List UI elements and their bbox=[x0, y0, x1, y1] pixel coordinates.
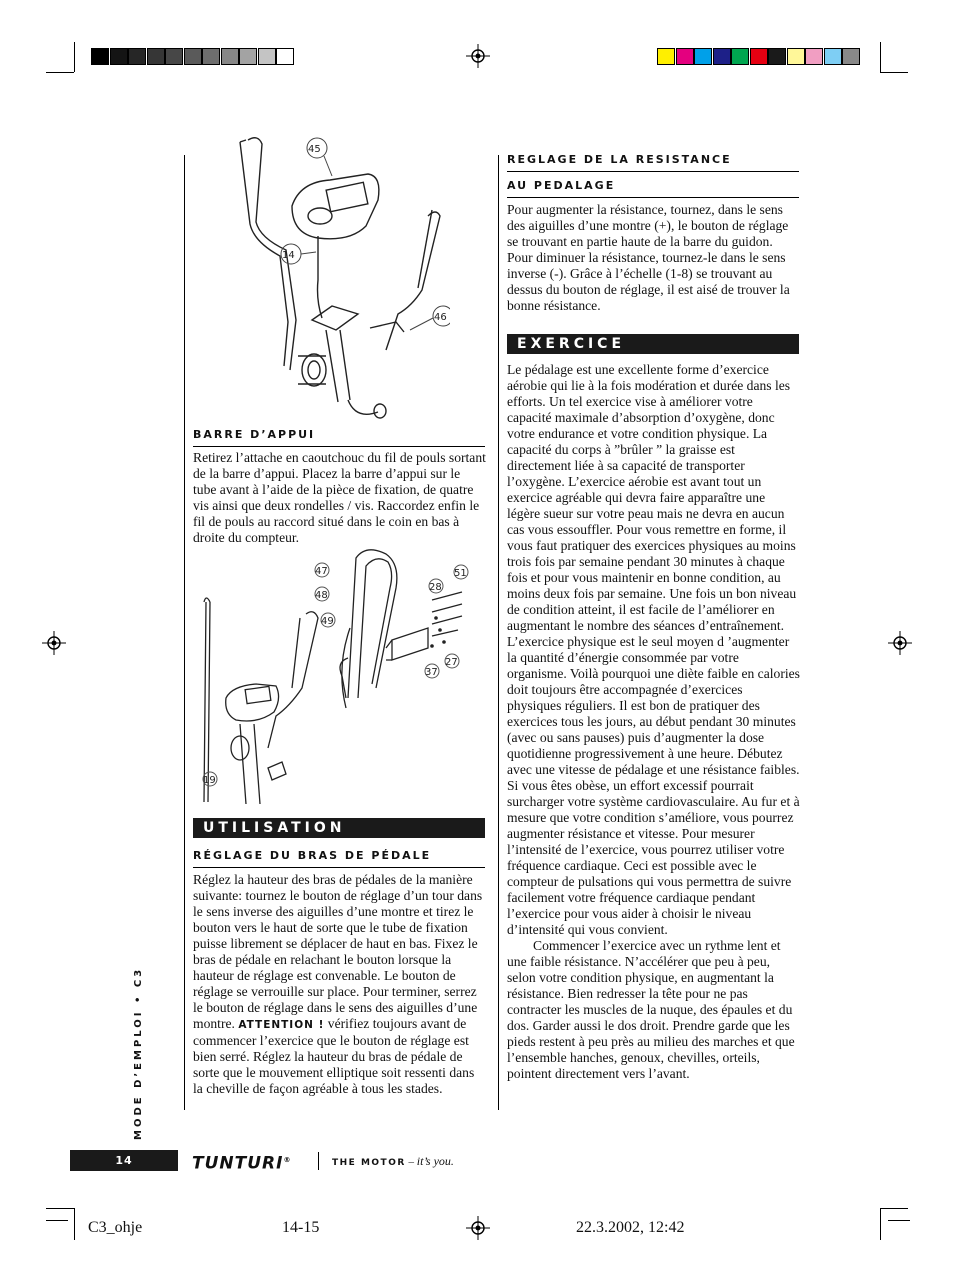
slug-pages: 14-15 bbox=[282, 1219, 320, 1236]
callout-14: 14 bbox=[282, 250, 295, 261]
color-bar-swatch bbox=[824, 48, 842, 65]
color-bar-swatch bbox=[713, 48, 731, 65]
resistance-heading-line-2: AU PEDALAGE bbox=[507, 179, 616, 192]
reglage-text-2: vérifiez toujours avant de commencer l’exercice que le bouton de réglage est bien serré. Réglez la hauteur du bras de pédale de sorte que le mouvement elliptique soit ressenti dans la cheville de façon agréable à tous les stades. bbox=[193, 1016, 475, 1096]
reglage-text-1: Réglez la hauteur des bras de pédales de la manière suivante: tournez le bouton de réglage d’un tour dans le sens inverse des aiguilles d’une montre et tirez le bouton vers le haut de sorte que le tube de fixation puisse librement se déplacer de haut en bas. Fixez le bras de pédale en relachant le bouton lorsque la hauteur de réglage est convenable. Le bouton de réglage se verrouille sur place. Pour terminer, serrez le bouton de réglage dans le sens des aiguilles d’une montre. bbox=[193, 872, 483, 1031]
callout-51: 51 bbox=[454, 568, 467, 579]
gray-bar-swatch bbox=[239, 48, 257, 65]
gray-bar-swatch bbox=[221, 48, 239, 65]
slug-filename: C3_ohje bbox=[88, 1219, 143, 1236]
exercice-paragraph-1: Le pédalage est une excellente forme d’exercice aérobie qui lie à la fois modération et durée dans les efforts. Un tel exercice vise à améliorer votre capacité maximale d’absorption d’oxygène, donc votre endurance et votre condition physique. La capacité du corps à ”brûler ” la graisse est directement liée à sa capacité de transporter l’oxygène. L’exercice aérobie est avant tout un exercice agréable qui devra faire apparaître une légère sueur sur votre peau mais ne devra en aucun cas vous essouffler. Pour vous remettre en forme, il vous faut pratiquer des exercices physiques au moins trois fois par semaine pendant 30 minutes à chaque fois et pour vous maintenir en bonne condition, au moins deux fois par semaine. Une fois un bon niveau de condition atteint, il est facile de l’améliorer en augmentant le nombre des séances d’entraînement. L’exercice physique est le seul moyen d ’augmenter la quantité d’énergie consommée par votre organisme. Voilà pourquoi une diète faible en calories doit toujours être accompagnée d’exercices physiques réguliers. Il est bon de pratiquer des exercices tous les jours, au début pendant 30 minutes (avec ou sans pauses) puis d’augmenter la dose quotidienne progressivement à une heure. Débutez avec une vitesse de pédalage et une résistance faibles. Si vous êtes obèse, un effort excessif pourrait surcharger votre système cardiovasculaire. Au fur et à mesure que votre condition s’améliore, vous pourrez augmenter résistance et vitesse. Pour mesurer l’intensité de l’exercice, vous pourrez utiliser votre fréquence cardiaque. Ceci est possible avec le compteur de pulsations qui vous permettra de suivre facilement votre fréquence cardiaque pendant l’exercice pour vous aider à choisir le niveau d’intensité qui vous convient. bbox=[507, 362, 800, 937]
resistance-text bbox=[507, 202, 800, 314]
color-bar-swatch bbox=[805, 48, 823, 65]
color-bar-swatch bbox=[694, 48, 712, 65]
exercice-section-bar: EXERCICE bbox=[507, 334, 799, 354]
color-bar-swatch bbox=[676, 48, 694, 65]
sidebar-label: MODE D’EMPLOI • C3 bbox=[133, 966, 144, 1140]
tagline-italic: it’s you. bbox=[416, 1154, 454, 1168]
resistance-heading-line-1: REGLAGE DE LA RESISTANCE bbox=[507, 153, 732, 166]
registration-mark-icon bbox=[466, 1216, 490, 1240]
utilisation-section-bar: UTILISATION bbox=[193, 818, 485, 838]
exercice-paragraph-2: Commencer l’exercice avec un rythme lent et une faible résistance. N’accélérer que peu à peu, selon votre condition physique, en augmentant la résistance. Bien redresser la tête pour ne pas contracter les muscles de la nuque, des épaules et du dos. Garder aussi le dos droit. Prendre garde que les pieds restent à peu près au milieu des marches et que l’ensemble hanches, genoux, chevilles, orteils, pointent directement vers l’avant. bbox=[507, 938, 795, 1081]
gray-bar-swatch bbox=[147, 48, 165, 65]
callout-37: 37 bbox=[425, 667, 438, 678]
gray-bar-swatch bbox=[276, 48, 294, 65]
page-number-tab bbox=[70, 1150, 178, 1171]
color-bar-swatch bbox=[842, 48, 860, 65]
left-column-rule bbox=[184, 155, 185, 1110]
resistance-heading-rule-1 bbox=[507, 171, 799, 172]
callout-47: 47 bbox=[315, 566, 328, 577]
gray-bar-swatch bbox=[184, 48, 202, 65]
callout-28: 28 bbox=[429, 582, 442, 593]
color-bar-swatch bbox=[731, 48, 749, 65]
reglage-heading: RÉGLAGE DU BRAS DE PÉDALE bbox=[193, 849, 432, 862]
tagline-dash: – bbox=[405, 1156, 417, 1168]
figure-handlebar-console bbox=[200, 130, 450, 428]
reglage-paragraph bbox=[193, 872, 486, 1097]
attention-label: ATTENTION ! bbox=[238, 1019, 325, 1031]
barre-paragraph: Retirez l’attache en caoutchouc du fil de pouls sortant de la barre d’appui. Placez la barre d’appui sur le tube avant à l’aide de la pièce de fixation, de quatre vis ainsi que deux rondelles / vis. Raccordez enfin le fil de pouls au raccord situé dans le coin en bas à droite du compteur. bbox=[193, 450, 486, 545]
reglage-text bbox=[193, 872, 486, 1097]
gray-bar-swatch bbox=[91, 48, 109, 65]
exercice-text bbox=[507, 362, 800, 1082]
registration-mark-icon bbox=[888, 631, 912, 655]
gray-bar-swatch bbox=[110, 48, 128, 65]
gray-bar-swatch bbox=[202, 48, 220, 65]
barre-heading: BARRE D’APPUI bbox=[193, 428, 316, 441]
figure-support-bar bbox=[196, 548, 486, 806]
color-bar-swatch bbox=[787, 48, 805, 65]
gray-bar-swatch bbox=[128, 48, 146, 65]
page-number: 14 bbox=[115, 1154, 133, 1167]
registered-mark: ® bbox=[283, 1156, 292, 1164]
gray-bar-swatch bbox=[165, 48, 183, 65]
barre-heading-rule bbox=[193, 446, 485, 447]
callout-19: 19 bbox=[203, 775, 216, 786]
color-bar-swatch bbox=[657, 48, 675, 65]
slug-date: 22.3.2002, 12:42 bbox=[576, 1219, 685, 1236]
callout-46: 46 bbox=[434, 312, 447, 323]
color-bar-swatch bbox=[750, 48, 768, 65]
gray-bar-swatch bbox=[258, 48, 276, 65]
callout-49: 49 bbox=[321, 616, 334, 627]
brand-logo bbox=[192, 1150, 291, 1175]
tagline-bold: THE MOTOR bbox=[332, 1158, 406, 1168]
tagline bbox=[332, 1153, 454, 1171]
color-bar-swatch bbox=[768, 48, 786, 65]
callout-45: 45 bbox=[308, 144, 321, 155]
registration-mark-icon bbox=[42, 631, 66, 655]
barre-text bbox=[193, 450, 486, 546]
registration-mark-icon bbox=[466, 44, 490, 68]
resistance-paragraph: Pour augmenter la résistance, tournez, dans le sens des aiguilles d’une montre (+), le bouton de réglage se trouvant en partie haute de la barre du guidon. Pour diminuer la résistance, tournez-le dans le sens inverse (-). Grâce à l’échelle (1-8) se trouvant au dessus du bouton de réglage, il est aisé de trouver la bonne résistance. bbox=[507, 202, 790, 313]
brand-name: TUNTURI bbox=[192, 1153, 284, 1174]
reglage-heading-rule bbox=[193, 867, 485, 868]
callout-48: 48 bbox=[315, 590, 328, 601]
callout-27: 27 bbox=[445, 657, 458, 668]
center-column-rule bbox=[498, 155, 499, 1110]
resistance-heading-rule-2 bbox=[507, 197, 799, 198]
footer-divider bbox=[318, 1152, 319, 1170]
